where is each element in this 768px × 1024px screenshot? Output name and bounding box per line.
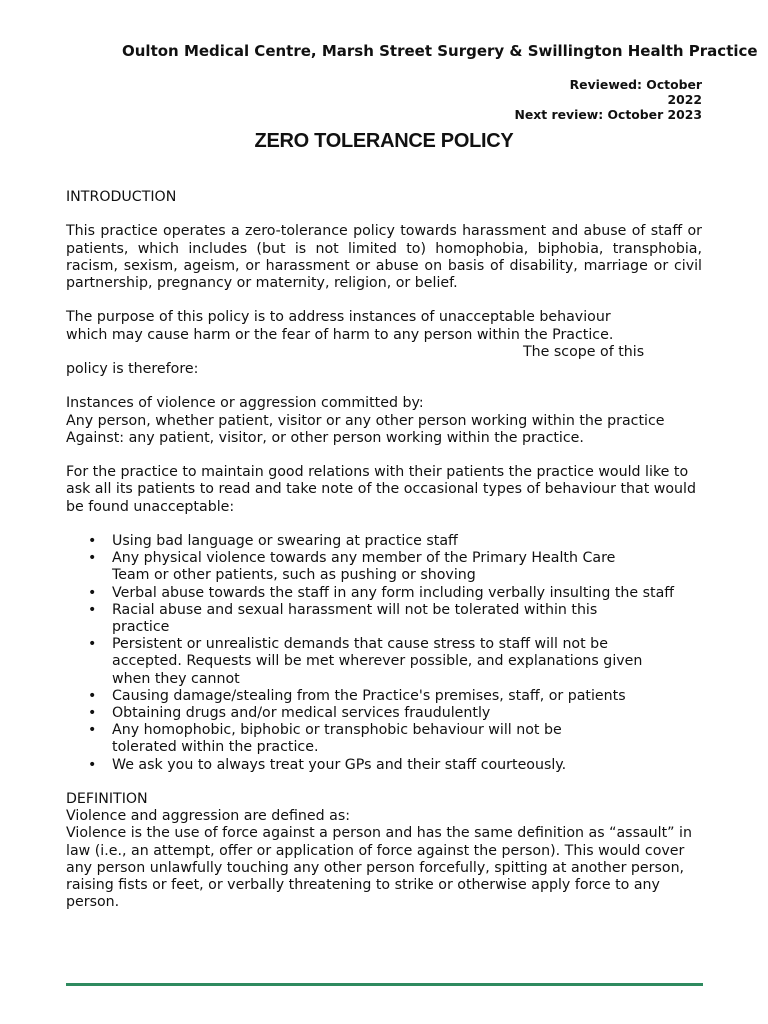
list-item-text: Verbal abuse towards the staff in any form including verbally insulting the staff	[112, 584, 675, 601]
list-item-text: Racial abuse and sexual harassment will not be tolerated within this practice	[112, 601, 598, 635]
bullet-glyph: •	[88, 532, 97, 549]
list-item	[66, 757, 702, 774]
list-item-text: Any homophobic, biphobic or transphobic behaviour will not be tolerated within the practice.	[112, 722, 562, 756]
bullet-glyph: •	[88, 584, 97, 601]
definition-paragraph: Violence is the use of force against a person and has the same definition as “assault” in law (i.e., an attempt, offer or application of force against the person). This would cover any person unlawfully touching any other person forcefully, spitting at another person, raising fists or feet, or verbally threatening to strike or otherwise apply force to any person.	[66, 825, 692, 911]
list-item	[66, 722, 702, 756]
instances-paragraph: Any person, whether patient, visitor or any other person working within the practice Against: any patient, visitor, or other person working within the practice.	[66, 412, 665, 446]
list-item-text: Any physical violence towards any member of the Primary Health Care Team or other patients, such as pushing or shoving	[112, 550, 616, 584]
unacceptable-behaviour-list	[66, 533, 702, 774]
next-review-line: Next review: October 2023	[514, 107, 702, 122]
list-item-text: Causing damage/stealing from the Practice's premises, staff, or patients	[112, 687, 626, 704]
list-item	[66, 705, 702, 722]
list-item	[66, 602, 702, 636]
footer-divider	[66, 983, 703, 986]
list-item-text: Persistent or unrealistic demands that cause stress to staff will not be accepted. Requests will be met wherever possible, and explanations given when they cannot	[112, 636, 643, 687]
list-item	[66, 585, 702, 602]
practice-name-header: Oulton Medical Centre, Marsh Street Surgery & Swillington Health Practice	[122, 42, 758, 60]
purpose-line-2: which may cause harm or the fear of harm to any person within the Practice.	[66, 326, 614, 343]
document-body	[66, 189, 702, 911]
bullet-glyph: •	[88, 601, 97, 618]
review-date-block	[502, 77, 702, 122]
list-item	[66, 688, 702, 705]
purpose-line-4: policy is therefore:	[66, 361, 199, 377]
purpose-line-3: The scope of this	[523, 343, 645, 360]
bullet-glyph: •	[88, 722, 97, 739]
list-item	[66, 636, 702, 688]
purpose-line-1: The purpose of this policy is to address instances of unacceptable behaviour	[66, 309, 611, 326]
bullet-glyph: •	[88, 550, 97, 567]
document-title: ZERO TOLERANCE POLICY	[254, 130, 514, 152]
bullet-glyph: •	[88, 687, 97, 704]
bullet-glyph: •	[88, 756, 97, 773]
list-item-text: We ask you to always treat your GPs and their staff courteously.	[112, 756, 567, 773]
intro-paragraph: This practice operates a zero-tolerance policy towards harassment and abuse of staff or patients, which includes (but is not limited to) homophobia, biphobia, transphobia, racism, sexism, ageism, or harassment or abuse on basis of disability, marriage or civil partnership, pregnancy or maternity, religion, or belief.	[66, 223, 702, 291]
intro-heading: INTRODUCTION	[66, 189, 177, 205]
list-item	[66, 533, 702, 550]
definition-intro: Violence and aggression are defined as:	[66, 808, 351, 825]
reviewed-label: Reviewed: October	[569, 77, 702, 92]
bullet-glyph: •	[88, 636, 97, 653]
reviewed-year: 2022	[667, 92, 702, 107]
list-item	[66, 550, 702, 584]
definition-heading: DEFINITION	[66, 791, 148, 808]
list-item-text: Using bad language or swearing at practice staff	[112, 532, 458, 549]
bullet-glyph: •	[88, 705, 97, 722]
relations-paragraph: For the practice to maintain good relations with their patients the practice would like to ask all its patients to read and take note of the occasional types of behaviour that would be found unacceptable:	[66, 464, 696, 515]
list-item-text: Obtaining drugs and/or medical services fraudulently	[112, 705, 491, 722]
instances-heading: Instances of violence or aggression committed by:	[66, 395, 424, 412]
